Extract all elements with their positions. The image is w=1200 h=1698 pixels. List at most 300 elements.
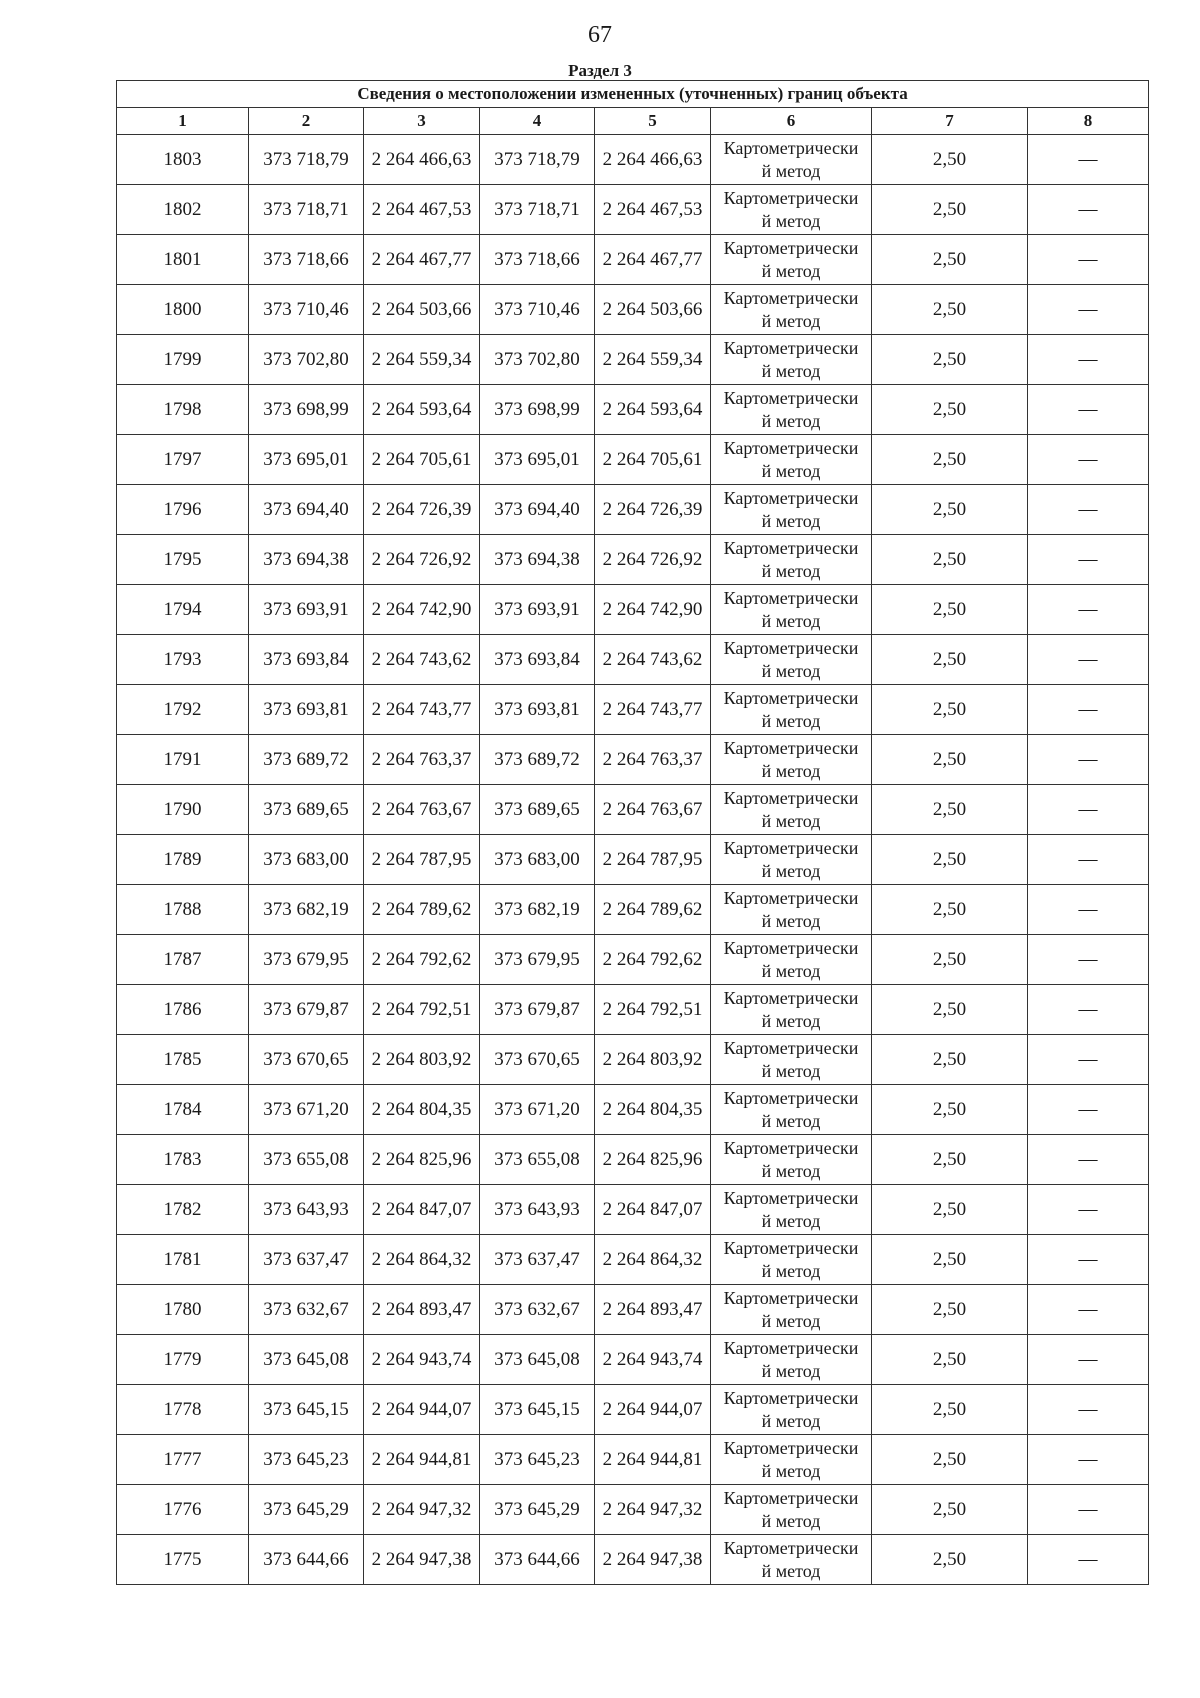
x-new-cell: 373 655,08	[480, 1135, 595, 1185]
method-cell	[711, 185, 872, 235]
method-line-2: й метод	[761, 710, 821, 731]
table-row	[117, 435, 1149, 485]
table-body	[117, 135, 1149, 1585]
method-line-1: Картометрически	[723, 1137, 859, 1158]
description-cell: —	[1028, 535, 1149, 585]
accuracy-cell: 2,50	[872, 285, 1028, 335]
method-cell	[711, 1385, 872, 1435]
y-existing-cell: 2 264 763,67	[364, 785, 480, 835]
y-existing-cell: 2 264 789,62	[364, 885, 480, 935]
y-existing-cell: 2 264 847,07	[364, 1185, 480, 1235]
method-cell	[711, 1485, 872, 1535]
method-cell	[711, 585, 872, 635]
table-row	[117, 1435, 1149, 1485]
method-line-2: й метод	[761, 1110, 821, 1131]
method-line-1: Картометрически	[723, 187, 859, 208]
x-existing-cell: 373 718,66	[249, 235, 364, 285]
method-line-1: Картометрически	[723, 1037, 859, 1058]
x-new-cell: 373 645,23	[480, 1435, 595, 1485]
y-existing-cell: 2 264 943,74	[364, 1335, 480, 1385]
table-row	[117, 835, 1149, 885]
description-cell: —	[1028, 835, 1149, 885]
x-existing-cell: 373 698,99	[249, 385, 364, 435]
method-line-2: й метод	[761, 1310, 821, 1331]
description-cell: —	[1028, 985, 1149, 1035]
point-number-cell: 1785	[117, 1035, 249, 1085]
y-existing-cell: 2 264 825,96	[364, 1135, 480, 1185]
table-row	[117, 1485, 1149, 1535]
table-row	[117, 935, 1149, 985]
method-line-1: Картометрически	[723, 137, 859, 158]
method-line-1: Картометрически	[723, 1087, 859, 1108]
table-caption: Сведения о местоположении измененных (уточненных) границ объекта	[117, 81, 1149, 108]
x-new-cell: 373 637,47	[480, 1235, 595, 1285]
method-cell	[711, 335, 872, 385]
x-new-cell: 373 644,66	[480, 1535, 595, 1585]
method-cell	[711, 1285, 872, 1335]
x-new-cell: 373 645,08	[480, 1335, 595, 1385]
accuracy-cell: 2,50	[872, 1285, 1028, 1335]
method-line-1: Картометрически	[723, 287, 859, 308]
method-line-1: Картометрически	[723, 1287, 859, 1308]
y-new-cell: 2 264 467,77	[595, 235, 711, 285]
x-existing-cell: 373 695,01	[249, 435, 364, 485]
accuracy-cell: 2,50	[872, 335, 1028, 385]
accuracy-cell: 2,50	[872, 385, 1028, 435]
point-number-cell: 1782	[117, 1185, 249, 1235]
method-line-1: Картометрически	[723, 537, 859, 558]
description-cell: —	[1028, 1435, 1149, 1485]
y-existing-cell: 2 264 787,95	[364, 835, 480, 885]
table-row	[117, 1085, 1149, 1135]
point-number-cell: 1777	[117, 1435, 249, 1485]
x-existing-cell: 373 655,08	[249, 1135, 364, 1185]
x-existing-cell: 373 679,87	[249, 985, 364, 1035]
table-row	[117, 885, 1149, 935]
method-line-1: Картометрически	[723, 487, 859, 508]
y-new-cell: 2 264 743,62	[595, 635, 711, 685]
y-new-cell: 2 264 803,92	[595, 1035, 711, 1085]
column-header: 5	[595, 108, 711, 135]
x-new-cell: 373 632,67	[480, 1285, 595, 1335]
table-row	[117, 1335, 1149, 1385]
method-cell	[711, 385, 872, 435]
x-existing-cell: 373 689,65	[249, 785, 364, 835]
point-number-cell: 1803	[117, 135, 249, 185]
point-number-cell: 1799	[117, 335, 249, 385]
method-line-1: Картометрически	[723, 587, 859, 608]
x-existing-cell: 373 645,15	[249, 1385, 364, 1435]
y-new-cell: 2 264 787,95	[595, 835, 711, 885]
x-new-cell: 373 694,38	[480, 535, 595, 585]
y-new-cell: 2 264 726,92	[595, 535, 711, 585]
table-row	[117, 285, 1149, 335]
x-existing-cell: 373 671,20	[249, 1085, 364, 1135]
y-existing-cell: 2 264 792,62	[364, 935, 480, 985]
x-existing-cell: 373 694,38	[249, 535, 364, 585]
point-number-cell: 1787	[117, 935, 249, 985]
description-cell: —	[1028, 1085, 1149, 1135]
method-line-2: й метод	[761, 1010, 821, 1031]
y-new-cell: 2 264 593,64	[595, 385, 711, 435]
column-header: 8	[1028, 108, 1149, 135]
method-line-1: Картометрически	[723, 437, 859, 458]
method-cell	[711, 1085, 872, 1135]
accuracy-cell: 2,50	[872, 935, 1028, 985]
y-new-cell: 2 264 893,47	[595, 1285, 711, 1335]
method-line-2: й метод	[761, 1260, 821, 1281]
x-new-cell: 373 683,00	[480, 835, 595, 885]
method-cell	[711, 285, 872, 335]
table-row	[117, 1135, 1149, 1185]
accuracy-cell: 2,50	[872, 235, 1028, 285]
method-cell	[711, 685, 872, 735]
y-new-cell: 2 264 792,51	[595, 985, 711, 1035]
method-line-2: й метод	[761, 660, 821, 681]
table-row	[117, 635, 1149, 685]
y-new-cell: 2 264 804,35	[595, 1085, 711, 1135]
x-existing-cell: 373 718,71	[249, 185, 364, 235]
page-number: 67	[588, 22, 612, 48]
method-cell	[711, 485, 872, 535]
method-cell	[711, 535, 872, 585]
table-row	[117, 1385, 1149, 1435]
y-new-cell: 2 264 947,38	[595, 1535, 711, 1585]
method-cell	[711, 785, 872, 835]
y-existing-cell: 2 264 593,64	[364, 385, 480, 435]
description-cell: —	[1028, 1335, 1149, 1385]
description-cell: —	[1028, 885, 1149, 935]
description-cell: —	[1028, 285, 1149, 335]
method-line-1: Картометрически	[723, 737, 859, 758]
point-number-cell: 1800	[117, 285, 249, 335]
table-row	[117, 1235, 1149, 1285]
x-existing-cell: 373 693,84	[249, 635, 364, 685]
accuracy-cell: 2,50	[872, 985, 1028, 1035]
method-line-2: й метод	[761, 160, 821, 181]
point-number-cell: 1788	[117, 885, 249, 935]
y-new-cell: 2 264 726,39	[595, 485, 711, 535]
y-new-cell: 2 264 944,07	[595, 1385, 711, 1435]
point-number-cell: 1784	[117, 1085, 249, 1135]
accuracy-cell: 2,50	[872, 1085, 1028, 1135]
method-line-1: Картометрически	[723, 1537, 859, 1558]
method-cell	[711, 735, 872, 785]
y-new-cell: 2 264 466,63	[595, 135, 711, 185]
description-cell: —	[1028, 485, 1149, 535]
x-existing-cell: 373 682,19	[249, 885, 364, 935]
method-line-1: Картометрически	[723, 387, 859, 408]
y-existing-cell: 2 264 864,32	[364, 1235, 480, 1285]
description-cell: —	[1028, 935, 1149, 985]
x-new-cell: 373 698,99	[480, 385, 595, 435]
table-row	[117, 235, 1149, 285]
method-line-1: Картометрически	[723, 687, 859, 708]
x-new-cell: 373 693,91	[480, 585, 595, 635]
point-number-cell: 1775	[117, 1535, 249, 1585]
description-cell: —	[1028, 435, 1149, 485]
point-number-cell: 1776	[117, 1485, 249, 1535]
table-row	[117, 1285, 1149, 1335]
method-line-2: й метод	[761, 260, 821, 281]
x-existing-cell: 373 637,47	[249, 1235, 364, 1285]
point-number-cell: 1781	[117, 1235, 249, 1285]
method-line-1: Картометрически	[723, 637, 859, 658]
point-number-cell: 1795	[117, 535, 249, 585]
point-number-cell: 1789	[117, 835, 249, 885]
accuracy-cell: 2,50	[872, 1185, 1028, 1235]
x-existing-cell: 373 632,67	[249, 1285, 364, 1335]
accuracy-cell: 2,50	[872, 1485, 1028, 1535]
column-header: 6	[711, 108, 872, 135]
x-existing-cell: 373 689,72	[249, 735, 364, 785]
accuracy-cell: 2,50	[872, 835, 1028, 885]
y-existing-cell: 2 264 742,90	[364, 585, 480, 635]
x-new-cell: 373 693,81	[480, 685, 595, 735]
x-existing-cell: 373 710,46	[249, 285, 364, 335]
method-cell	[711, 985, 872, 1035]
y-existing-cell: 2 264 503,66	[364, 285, 480, 335]
x-existing-cell: 373 694,40	[249, 485, 364, 535]
method-line-2: й метод	[761, 310, 821, 331]
method-line-1: Картометрически	[723, 237, 859, 258]
y-existing-cell: 2 264 743,77	[364, 685, 480, 735]
method-line-2: й метод	[761, 960, 821, 981]
x-new-cell: 373 718,71	[480, 185, 595, 235]
method-cell	[711, 235, 872, 285]
x-existing-cell: 373 645,08	[249, 1335, 364, 1385]
x-new-cell: 373 645,29	[480, 1485, 595, 1535]
method-line-2: й метод	[761, 1210, 821, 1231]
method-cell	[711, 435, 872, 485]
boundary-coordinates-table	[116, 80, 1149, 1585]
y-existing-cell: 2 264 947,32	[364, 1485, 480, 1535]
column-header: 3	[364, 108, 480, 135]
method-line-1: Картометрически	[723, 1187, 859, 1208]
method-line-2: й метод	[761, 1160, 821, 1181]
y-existing-cell: 2 264 726,92	[364, 535, 480, 585]
point-number-cell: 1798	[117, 385, 249, 435]
point-number-cell: 1786	[117, 985, 249, 1035]
x-existing-cell: 373 718,79	[249, 135, 364, 185]
column-header: 7	[872, 108, 1028, 135]
accuracy-cell: 2,50	[872, 1335, 1028, 1385]
description-cell: —	[1028, 1485, 1149, 1535]
column-header: 4	[480, 108, 595, 135]
description-cell: —	[1028, 585, 1149, 635]
y-existing-cell: 2 264 944,07	[364, 1385, 480, 1435]
method-line-1: Картометрически	[723, 1337, 859, 1358]
y-new-cell: 2 264 763,67	[595, 785, 711, 835]
y-new-cell: 2 264 559,34	[595, 335, 711, 385]
point-number-cell: 1792	[117, 685, 249, 735]
x-new-cell: 373 694,40	[480, 485, 595, 535]
point-number-cell: 1790	[117, 785, 249, 835]
x-new-cell: 373 718,66	[480, 235, 595, 285]
table-row	[117, 1535, 1149, 1585]
point-number-cell: 1780	[117, 1285, 249, 1335]
description-cell: —	[1028, 735, 1149, 785]
method-cell	[711, 885, 872, 935]
method-line-2: й метод	[761, 360, 821, 381]
table-row	[117, 535, 1149, 585]
table-row	[117, 485, 1149, 535]
table-row	[117, 385, 1149, 435]
point-number-cell: 1802	[117, 185, 249, 235]
accuracy-cell: 2,50	[872, 635, 1028, 685]
x-existing-cell: 373 645,29	[249, 1485, 364, 1535]
x-new-cell: 373 702,80	[480, 335, 595, 385]
table-row	[117, 335, 1149, 385]
method-line-2: й метод	[761, 910, 821, 931]
column-header: 1	[117, 108, 249, 135]
method-cell	[711, 135, 872, 185]
accuracy-cell: 2,50	[872, 1385, 1028, 1435]
table-row	[117, 1035, 1149, 1085]
method-line-2: й метод	[761, 510, 821, 531]
method-line-1: Картометрически	[723, 1237, 859, 1258]
description-cell: —	[1028, 385, 1149, 435]
accuracy-cell: 2,50	[872, 435, 1028, 485]
x-new-cell: 373 682,19	[480, 885, 595, 935]
method-line-1: Картометрически	[723, 1387, 859, 1408]
y-existing-cell: 2 264 467,53	[364, 185, 480, 235]
description-cell: —	[1028, 335, 1149, 385]
accuracy-cell: 2,50	[872, 1035, 1028, 1085]
accuracy-cell: 2,50	[872, 135, 1028, 185]
table-row	[117, 985, 1149, 1035]
x-new-cell: 373 693,84	[480, 635, 595, 685]
table-row	[117, 735, 1149, 785]
y-existing-cell: 2 264 466,63	[364, 135, 480, 185]
column-header: 2	[249, 108, 364, 135]
x-existing-cell: 373 670,65	[249, 1035, 364, 1085]
y-new-cell: 2 264 503,66	[595, 285, 711, 335]
accuracy-cell: 2,50	[872, 1435, 1028, 1485]
y-existing-cell: 2 264 803,92	[364, 1035, 480, 1085]
y-existing-cell: 2 264 467,77	[364, 235, 480, 285]
method-line-2: й метод	[761, 210, 821, 231]
method-cell	[711, 1335, 872, 1385]
y-new-cell: 2 264 789,62	[595, 885, 711, 935]
description-cell: —	[1028, 185, 1149, 235]
y-existing-cell: 2 264 804,35	[364, 1085, 480, 1135]
point-number-cell: 1778	[117, 1385, 249, 1435]
description-cell: —	[1028, 635, 1149, 685]
x-new-cell: 373 671,20	[480, 1085, 595, 1135]
x-new-cell: 373 643,93	[480, 1185, 595, 1235]
accuracy-cell: 2,50	[872, 885, 1028, 935]
method-line-1: Картометрически	[723, 337, 859, 358]
x-existing-cell: 373 645,23	[249, 1435, 364, 1485]
accuracy-cell: 2,50	[872, 1535, 1028, 1585]
x-new-cell: 373 645,15	[480, 1385, 595, 1435]
method-cell	[711, 835, 872, 885]
section-title: Раздел 3	[568, 61, 632, 80]
description-cell: —	[1028, 1185, 1149, 1235]
accuracy-cell: 2,50	[872, 785, 1028, 835]
point-number-cell: 1797	[117, 435, 249, 485]
y-new-cell: 2 264 705,61	[595, 435, 711, 485]
accuracy-cell: 2,50	[872, 585, 1028, 635]
table-row	[117, 1185, 1149, 1235]
method-cell	[711, 1435, 872, 1485]
accuracy-cell: 2,50	[872, 685, 1028, 735]
x-new-cell: 373 670,65	[480, 1035, 595, 1085]
x-new-cell: 373 679,95	[480, 935, 595, 985]
y-new-cell: 2 264 825,96	[595, 1135, 711, 1185]
x-existing-cell: 373 702,80	[249, 335, 364, 385]
x-new-cell: 373 679,87	[480, 985, 595, 1035]
point-number-cell: 1801	[117, 235, 249, 285]
y-new-cell: 2 264 467,53	[595, 185, 711, 235]
method-line-2: й метод	[761, 810, 821, 831]
y-new-cell: 2 264 792,62	[595, 935, 711, 985]
method-line-2: й метод	[761, 760, 821, 781]
description-cell: —	[1028, 1385, 1149, 1435]
point-number-cell: 1793	[117, 635, 249, 685]
method-line-2: й метод	[761, 1510, 821, 1531]
point-number-cell: 1791	[117, 735, 249, 785]
method-line-1: Картометрически	[723, 1437, 859, 1458]
table-row	[117, 785, 1149, 835]
y-existing-cell: 2 264 705,61	[364, 435, 480, 485]
x-new-cell: 373 689,72	[480, 735, 595, 785]
y-new-cell: 2 264 943,74	[595, 1335, 711, 1385]
y-new-cell: 2 264 742,90	[595, 585, 711, 635]
method-line-1: Картометрически	[723, 987, 859, 1008]
x-existing-cell: 373 683,00	[249, 835, 364, 885]
x-new-cell: 373 718,79	[480, 135, 595, 185]
method-line-2: й метод	[761, 410, 821, 431]
accuracy-cell: 2,50	[872, 735, 1028, 785]
method-line-2: й метод	[761, 1560, 821, 1581]
method-line-1: Картометрически	[723, 887, 859, 908]
method-cell	[711, 635, 872, 685]
method-line-1: Картометрически	[723, 787, 859, 808]
point-number-cell: 1779	[117, 1335, 249, 1385]
x-existing-cell: 373 643,93	[249, 1185, 364, 1235]
y-new-cell: 2 264 743,77	[595, 685, 711, 735]
y-new-cell: 2 264 864,32	[595, 1235, 711, 1285]
point-number-cell: 1794	[117, 585, 249, 635]
x-existing-cell: 373 693,91	[249, 585, 364, 635]
x-existing-cell: 373 693,81	[249, 685, 364, 735]
method-line-2: й метод	[761, 1360, 821, 1381]
y-existing-cell: 2 264 743,62	[364, 635, 480, 685]
y-new-cell: 2 264 763,37	[595, 735, 711, 785]
accuracy-cell: 2,50	[872, 185, 1028, 235]
table-row	[117, 585, 1149, 635]
y-existing-cell: 2 264 726,39	[364, 485, 480, 535]
column-number-row	[117, 108, 1149, 135]
method-cell	[711, 935, 872, 985]
description-cell: —	[1028, 1135, 1149, 1185]
point-number-cell: 1796	[117, 485, 249, 535]
method-cell	[711, 1185, 872, 1235]
table-row	[117, 135, 1149, 185]
y-new-cell: 2 264 944,81	[595, 1435, 711, 1485]
x-existing-cell: 373 644,66	[249, 1535, 364, 1585]
description-cell: —	[1028, 1235, 1149, 1285]
description-cell: —	[1028, 1285, 1149, 1335]
x-existing-cell: 373 679,95	[249, 935, 364, 985]
accuracy-cell: 2,50	[872, 535, 1028, 585]
y-existing-cell: 2 264 947,38	[364, 1535, 480, 1585]
description-cell: —	[1028, 235, 1149, 285]
description-cell: —	[1028, 685, 1149, 735]
description-cell: —	[1028, 1535, 1149, 1585]
